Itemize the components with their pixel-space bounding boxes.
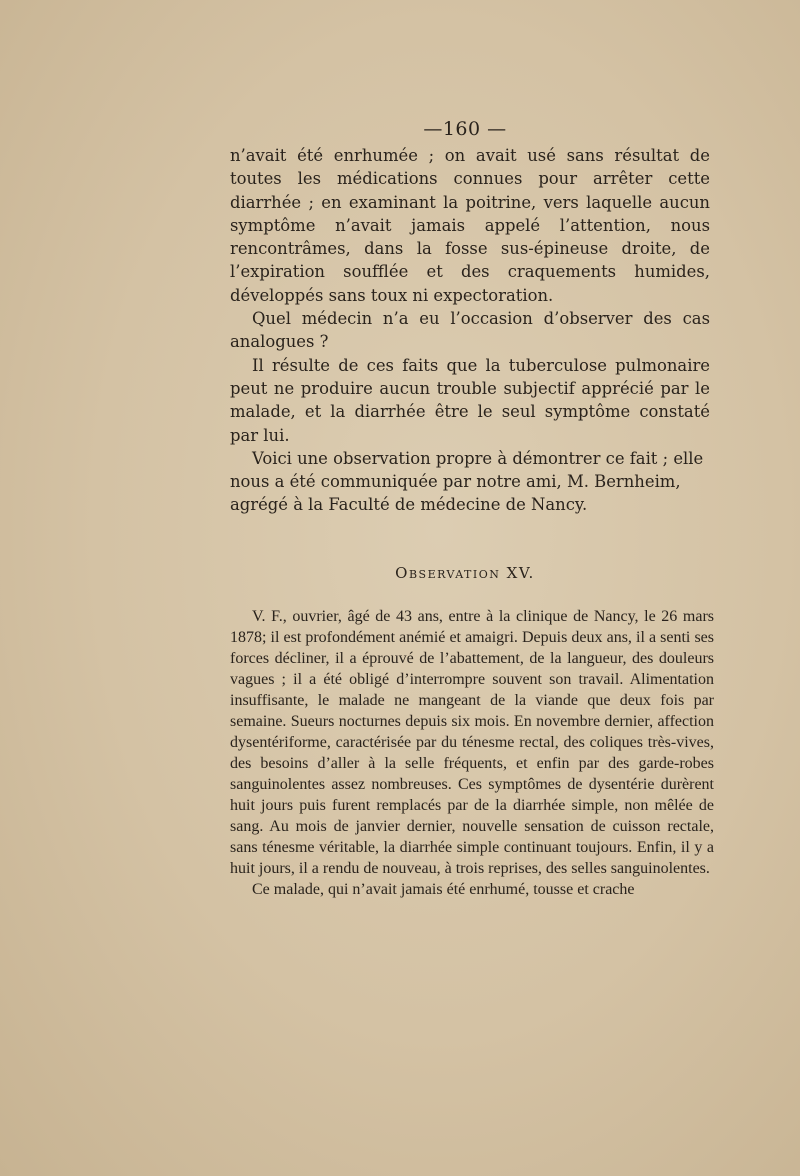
intro-text <box>230 144 710 517</box>
paragraph: Quel médecin n’a eu l’occasion d’observer des cas analogues ? <box>230 309 710 352</box>
paragraph: V. F., ouvrier, âgé de 43 ans, entre à la clinique de Nancy, le 26 mars 1878; il est profondément anémié et amaigri. Depuis deux ans, il a senti ses forces décliner, il a éprouvé de l’abattement, de la langueur, des douleurs vagues ; il a été obligé d’interrompre souvent son travail. Alimentation insuffisante, le malade ne mangeant de la viande que deux fois par semaine. Sueurs nocturnes depuis six mois. En novembre dernier, affection dysentériforme, caractérisée par du ténesme rectal, des coliques très-vives, des besoins d’aller à la selle fréquents, et enfin par des garde-robes sanguinolentes assez nombreuses. Ces symptômes de dysentérie durèrent huit jours puis furent remplacés par de la diarrhée simple, non mêlée de sang. Au mois de janvier dernier, nouvelle sensation de cuisson rectale, sans ténesme véritable, la diarrhée simple continuant toujours. Enfin, il y a huit jours, il a rendu de nouveau, à trois reprises, des selles sanguinolentes. <box>230 608 714 877</box>
paragraph: n’avait été enrhumée ; on avait usé sans résultat de toutes les médications connues pour arrêter cette diarrhée ; en examinant la poitrine, vers laquelle aucun symptôme n’avait jamais appelé l’attention, nous rencontrâmes, dans la fosse sus-épineuse droite, de l’expiration soufflée et des craquements humides, développés sans toux ni expectoration. <box>230 146 710 305</box>
paragraph: Ce malade, qui n’avait jamais été enrhumé, tousse et crache <box>252 881 635 898</box>
observation-heading: Observation XV. <box>395 564 535 582</box>
page-number: —160 — <box>423 118 507 140</box>
paragraph: Voici une observation propre à démontrer ce fait ; elle nous a été communiquée par notre ami, M. Bernheim, agrégé à la Faculté de médecine de Nancy. <box>230 448 704 515</box>
paragraph: Il résulte de ces faits que la tuberculose pulmonaire peut ne produire aucun trouble subjectif apprécié par le malade, et la diarrhée être le seul symptôme constaté par lui. <box>230 355 710 445</box>
observation-text <box>230 606 714 900</box>
